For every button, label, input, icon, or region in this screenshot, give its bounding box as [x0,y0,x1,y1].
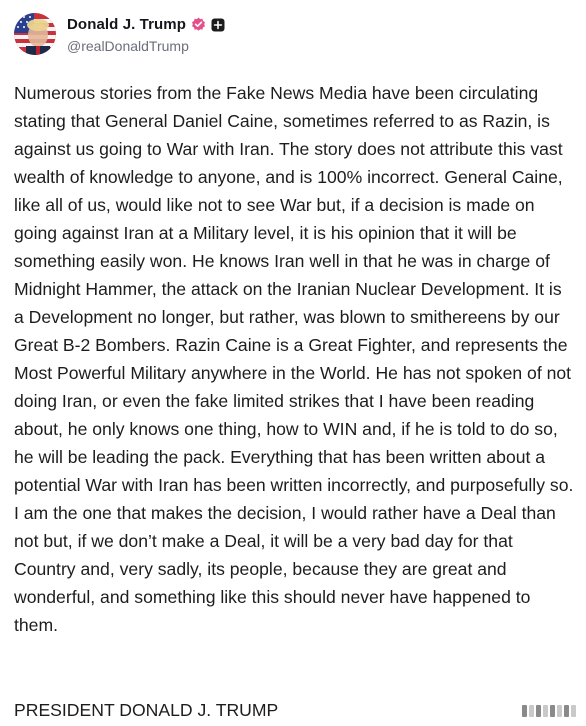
post-header [14,12,225,56]
avatar[interactable] [14,13,56,55]
post-signature: PRESIDENT DONALD J. TRUMP [14,700,279,720]
plus-square-icon[interactable] [211,18,225,32]
verified-badge-icon [191,17,206,32]
watermark-icon [506,704,576,718]
handle[interactable]: @realDonaldTrump [67,37,189,54]
post-body-text: Numerous stories from the Fake News Media have been circulating stating that General Daniel Caine, sometimes referred to as Razin, is against us going to War with Iran. The story does not attribute this vast wealth of knowledge to anyone, and is 100% incorrect. General Caine, like all of us, would like not to see War but, if a decision is made on going against Iran at a Military level, it is his opinion that it will be something easily won. He knows Iran well in that he was in charge of Midnight Hammer, the attack on the Iranian Nuclear Development. It is a Development no longer, but rather, was blown to smithereens by our Great B-2 Bombers. Razin Caine is a Great Fighter, and represents the Most Powerful Military anywhere in the World. He has not spoken of not doing Iran, or even the fake limited strikes that I have been reading about, he only knows one thing, how to WIN and, if he is told to do so, he will be leading the pack. Everything that has been written about a potential War with Iran has been written incorrectly, and purposefully so. I am the one that makes the decision, I would rather have a Deal than not but, if we don’t make a Deal, it will be a very bad day for that Country and, very sadly, its people, because they are great and wonderful, and something like this should never have happened to them. [14,83,574,635]
flag-portrait-avatar-icon [14,13,56,55]
author-block [67,15,225,54]
name-row [67,15,225,35]
display-name[interactable]: Donald J. Trump [67,16,187,33]
